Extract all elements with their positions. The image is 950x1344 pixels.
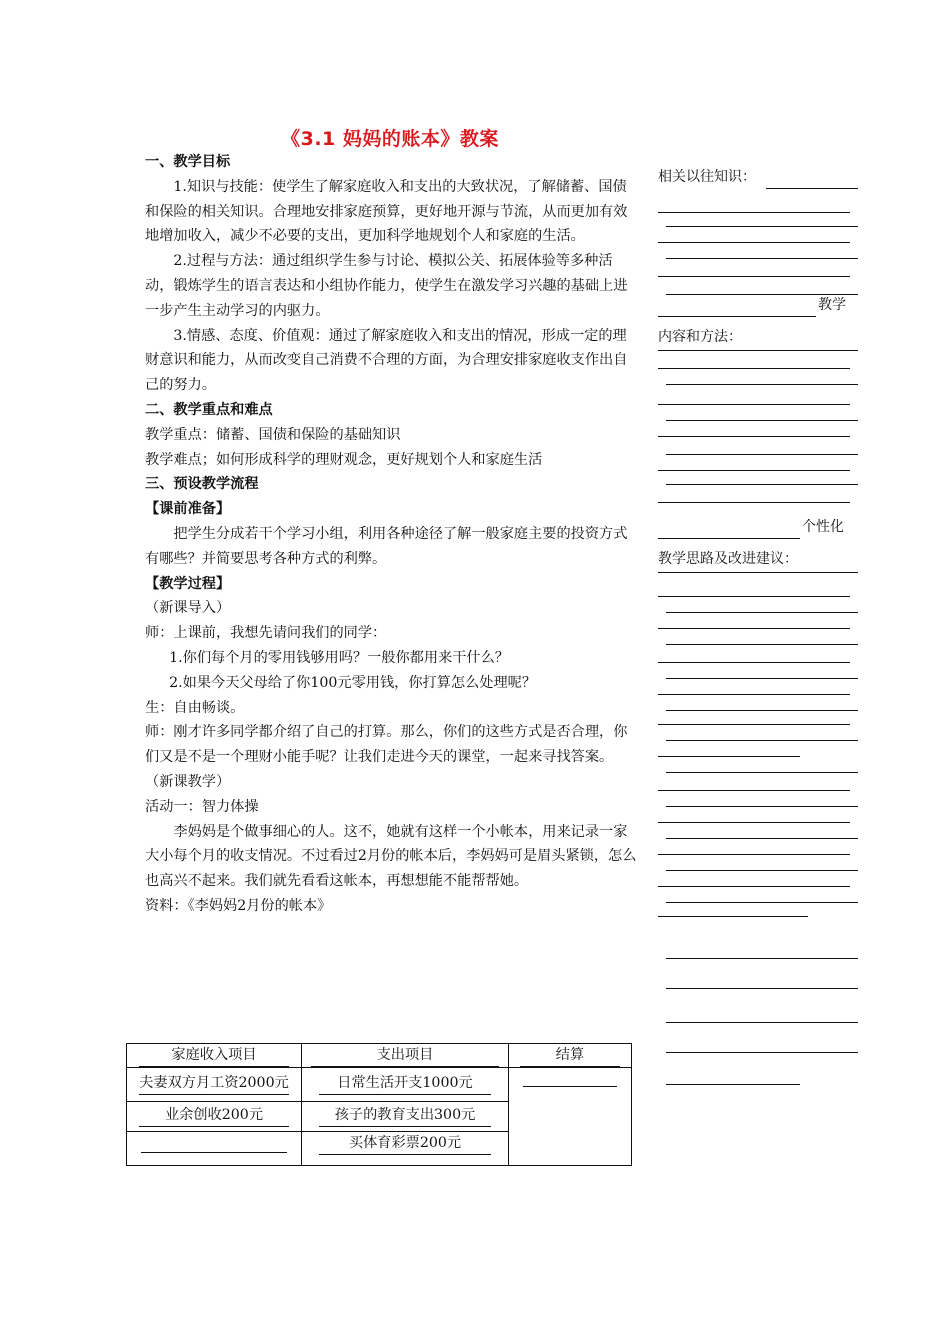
note-line <box>658 242 850 243</box>
note-line <box>658 470 850 471</box>
sidebar-label-content-method: 内容和方法： <box>658 329 742 345</box>
table-cell <box>127 1068 302 1102</box>
page-title: 《3.1 妈妈的账本》教案 <box>281 128 499 150</box>
sidebar-label-teaching: 教学 <box>818 297 846 313</box>
note-line <box>658 316 816 317</box>
material-line: 资料：《李妈妈2月份的帐本》 <box>145 897 332 914</box>
note-line <box>658 538 800 539</box>
note-line <box>666 806 858 807</box>
note-line <box>666 1052 858 1053</box>
note-line <box>666 644 858 645</box>
note-line <box>766 188 858 189</box>
goal-paragraph-3: 3.情感、态度、价值观：通过了解家庭收入和支出的情况，形成一定的理财意识和能力，从而改变自己消费不合理的方面，为合理安排家庭收支作出自己的努力。 <box>145 327 628 394</box>
income-item: 夫妻双方月工资2000元 <box>139 1072 289 1095</box>
teacher-line-2: 师：刚才许多同学都介绍了自己的打算。那么，你们的这些方式是否合理，你们又是不是一个理财小能手呢？让我们走进今天的课堂，一起来寻找答案。 <box>145 724 628 766</box>
note-line <box>658 724 850 725</box>
sidebar-label-suggestions: 教学思路及改进建议： <box>658 551 798 567</box>
note-line <box>666 1084 800 1085</box>
note-line <box>666 678 858 679</box>
note-line <box>666 710 858 711</box>
table-cell <box>127 1132 302 1166</box>
expense-item: 买体育彩票200元 <box>319 1132 491 1155</box>
note-line <box>658 628 850 629</box>
sidebar-label-prior-knowledge: 相关以往知识： <box>658 169 756 185</box>
note-line <box>666 226 858 227</box>
note-line <box>666 258 858 259</box>
note-line <box>666 484 858 485</box>
note-line <box>658 436 850 437</box>
table-cell <box>302 1132 509 1166</box>
difficult-point: 教学难点；如何形成科学的理财观念，更好规划个人和家庭生活 <box>145 451 543 468</box>
note-line <box>666 988 858 989</box>
header-settlement: 结算 <box>520 1044 620 1067</box>
note-line <box>666 772 858 773</box>
teacher-line-1: 师：上课前，我想先请问我们的同学： <box>145 625 387 642</box>
note-line <box>658 368 850 369</box>
note-line <box>658 756 800 757</box>
activity-heading: 活动一：智力体操 <box>145 798 259 815</box>
sidebar-label-personalized: 个性化 <box>802 519 844 535</box>
table-header-cell <box>127 1044 302 1068</box>
note-line <box>666 838 858 839</box>
note-line <box>658 212 850 213</box>
note-line <box>658 502 850 503</box>
income-item: 业余创收200元 <box>139 1104 289 1127</box>
note-line <box>666 870 858 871</box>
prep-paragraph: 把学生分成若干个学习小组，利用各种途径了解一般家庭主要的投资方式有哪些？并简要思考各种方式的利弊。 <box>145 525 628 567</box>
note-line <box>658 790 850 791</box>
note-line <box>666 902 858 903</box>
goal-paragraph-1: 1.知识与技能：使学生了解家庭收入和支出的大致状况，了解储蓄、国债和保险的相关知识。合理地安排家庭预算，更好地开源与节流，从而更加有效地增加收入，减少不必要的支出，更加科学地规划个人和家庭的生活。 <box>145 178 628 245</box>
table-header-cell <box>509 1044 632 1068</box>
header-expense: 支出项目 <box>311 1044 499 1067</box>
note-line <box>666 612 858 613</box>
expense-item: 日常生活开支1000元 <box>319 1072 491 1095</box>
note-line <box>666 454 858 455</box>
section-heading-key-points: 二、教学重点和难点 <box>145 401 273 418</box>
note-line <box>658 572 858 573</box>
intro-heading: （新课导入） <box>145 600 231 617</box>
note-line <box>658 596 850 597</box>
student-line: 生：自由畅谈。 <box>145 699 245 716</box>
story-paragraph: 李妈妈是个做事细心的人。这不，她就有这样一个小帐本，用来记录一家大小每个月的收支情况。不过看过2月份的帐本后，李妈妈可是眉头紧锁，怎么也高兴不起来。我们就先看看这帐本，再想想能不能帮帮她。 <box>145 823 637 890</box>
note-line <box>658 276 850 277</box>
table-row <box>127 1068 632 1102</box>
note-line <box>666 384 858 385</box>
table-cell-settlement <box>509 1068 632 1166</box>
section-heading-goals: 一、教学目标 <box>145 154 231 170</box>
table-cell <box>302 1102 509 1132</box>
ledger-table <box>126 1043 632 1166</box>
note-line <box>658 404 850 405</box>
table-header-cell <box>302 1044 509 1068</box>
expense-item: 孩子的教育支出300元 <box>319 1104 491 1127</box>
key-point: 教学重点：储蓄、国债和保险的基础知识 <box>145 426 401 443</box>
table-cell <box>127 1102 302 1132</box>
teach-heading: （新课教学） <box>145 773 231 790</box>
note-line <box>658 350 858 351</box>
note-line <box>658 916 808 917</box>
note-line <box>666 740 858 741</box>
process-subheading: 【教学过程】 <box>145 575 231 592</box>
table-row <box>127 1044 632 1068</box>
note-line <box>666 1022 858 1023</box>
note-line <box>658 822 850 823</box>
table-cell <box>302 1068 509 1102</box>
section-heading-process: 三、预设教学流程 <box>145 476 259 493</box>
main-content <box>145 150 640 919</box>
question-1: 1.你们每个月的零用钱够用吗？一般你都用来干什么？ <box>169 649 509 666</box>
question-2: 2.如果今天父母给了你100元零用钱，你打算怎么处理呢？ <box>169 674 537 691</box>
goal-paragraph-2: 2.过程与方法：通过组织学生参与讨论、模拟公关、拓展体验等多种活动，锻炼学生的语言表达和小组协作能力，使学生在激发学习兴趣的基础上进一步产生主动学习的内驱力。 <box>145 253 628 319</box>
note-line <box>658 886 850 887</box>
note-line <box>666 958 858 959</box>
income-blank <box>141 1138 287 1153</box>
note-line <box>658 694 850 695</box>
prep-heading: 【课前准备】 <box>145 501 231 518</box>
note-line <box>658 854 850 855</box>
settlement-blank <box>523 1072 617 1087</box>
note-line <box>658 662 850 663</box>
header-income: 家庭收入项目 <box>139 1044 289 1067</box>
note-line <box>666 420 858 421</box>
